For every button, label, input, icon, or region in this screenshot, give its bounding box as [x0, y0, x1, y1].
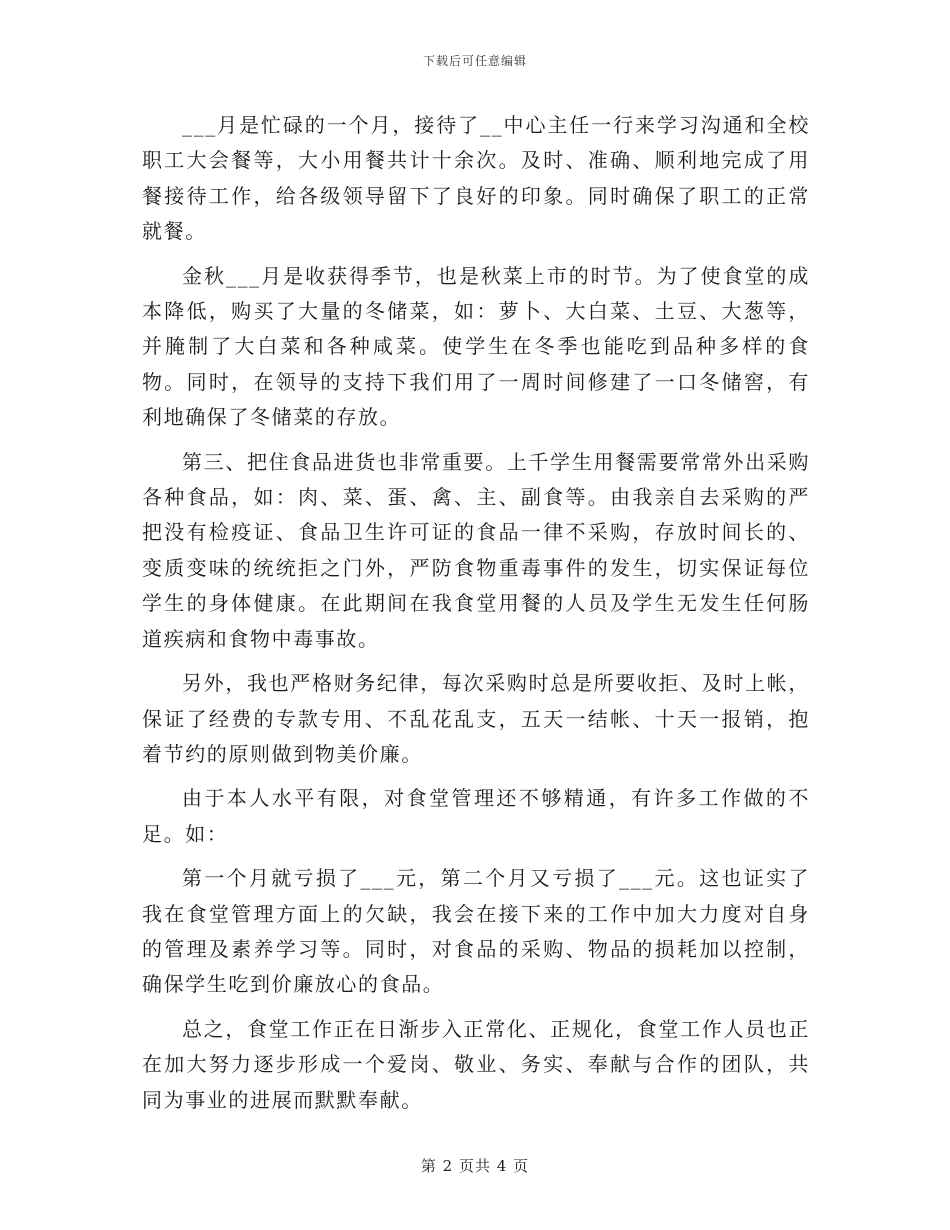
paragraph-reception: ___月是忙碌的一个月，接待了__中心主任一行来学习沟通和全校职工大会餐等，大小用餐共计十余次。及时、准确、顺利地完成了用餐接待工作，给各级领导留下了良好的印象。同时确保了职工的正常就餐。 [142, 113, 810, 244]
paragraph-losses: 第一个月就亏损了___元，第二个月又亏损了___元。这也证实了我在食堂管理方面上的欠缺，我会在接下来的工作中加大力度对自身的管理及素养学习等。同时，对食品的采购、物品的损耗加以控制，确保学生吃到价廉放心的食品。 [142, 866, 810, 997]
paragraph-conclusion: 总之，食堂工作正在日渐步入正常化、正规化，食堂工作人员也正在加大努力逐步形成一个爱岗、敬业、务实、奉献与合作的团队，共同为事业的进展而默默奉献。 [142, 1016, 810, 1112]
paragraph-autumn-vegetables: 金秋___月是收获得季节，也是秋菜上市的时节。为了使食堂的成本降低，购买了大量的冬储菜，如：萝卜、大白菜、土豆、大葱等，并腌制了大白菜和各种咸菜。使学生在冬季也能吃到品种多样的食物。同时，在领导的支持下我们用了一周时间修建了一口冬储窖，有利地确保了冬储菜的存放。 [142, 263, 810, 430]
paragraph-food-purchasing: 第三、把住食品进货也非常重要。上千学生用餐需要常常外出采购各种食品，如：肉、菜、蛋、禽、主、副食等。由我亲自去采购的严把没有检疫证、食品卫生许可证的食品一律不采购，存放时间长的、变质变味的统统拒之门外，严防食物重毒事件的发生，切实保证每位学生的身体健康。在此期间在我食堂用餐的人员及学生无发生任何肠道疾病和食物中毒事故。 [142, 449, 810, 651]
paragraph-finance: 另外，我也严格财务纪律，每次采购时总是所要收拒、及时上帐，保证了经费的专款专用、不乱花乱支，五天一结帐、十天一报销，抱着节约的原则做到物美价廉。 [142, 671, 810, 766]
page-header: 下载后可任意编辑 [422, 54, 527, 68]
document-body [142, 108, 810, 1127]
paragraph-shortcomings: 由于本人水平有限，对食堂管理还不够精通，有许多工作做的不足。如： [142, 786, 810, 846]
page-number: 第 2 页共 4 页 [420, 1157, 530, 1175]
